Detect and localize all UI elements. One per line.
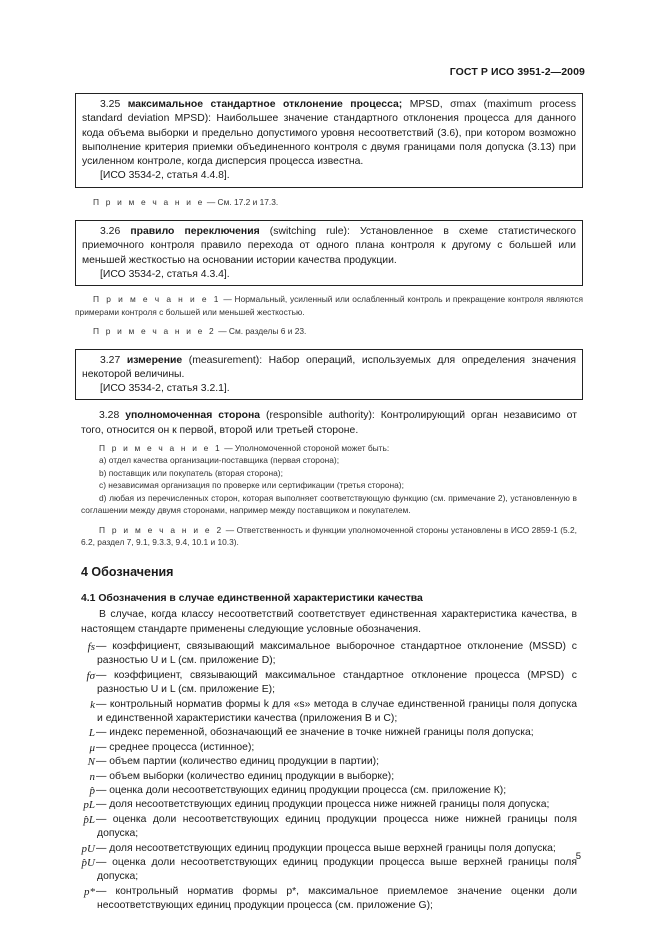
symbol-row [75, 885, 577, 914]
symbol-description: — среднее процесса (истинное); [96, 741, 255, 753]
symbol-row [75, 726, 577, 740]
definition-box-3-27 [75, 349, 583, 401]
symbol: μ [89, 741, 95, 754]
definition-term: измерение [126, 354, 183, 366]
definition-body: (measurement): Набор операций, используемых для определения значения некоторой величины. [82, 354, 576, 380]
definition-body: (responsible authority): Контролирующий орган независимо от того, относится он к первой, второй или третьей стороне. [81, 410, 577, 436]
symbol: pL [83, 799, 95, 812]
definition-text [82, 354, 576, 383]
note-text: — Ответственность и функции уполномоченной стороны установлены в ИСО 2859-1 (5.2, 6.2, раздел 7, 9.1, 9.3.3, 9.4, 10.1 и 10.3). [81, 524, 577, 547]
symbol-row [75, 813, 577, 842]
note-label: П р и м е ч а н и е 2 [93, 326, 216, 337]
symbol: L [88, 727, 95, 740]
definition-term: максимальное стандартное отклонение процесса; [127, 99, 403, 110]
definition-term: уполномоченная сторона [125, 410, 261, 422]
symbol-list [75, 640, 583, 914]
symbol: k [90, 698, 95, 711]
definition-number: 3.25 [100, 99, 121, 110]
symbol-row [75, 784, 577, 798]
note-list-item: d) любая из перечисленных сторон, которая выполняет соответствующую функцию (см. примечание 2), установленную в соглашении между двумя сторонами, например между поставщиком и покупателем. [81, 492, 577, 516]
symbol-description: — доля несоответствующих единиц продукции процесса выше верхней границы поля допуска; [96, 842, 556, 854]
symbol-row [75, 770, 577, 784]
symbol-row [75, 755, 577, 769]
note-label: П р и м е ч а н и е 2 [99, 524, 224, 535]
standard-header: ГОСТ Р ИСО 3951-2—2009 [449, 66, 585, 78]
symbol-row [75, 640, 577, 669]
note-text: — Нормальный, усиленный или ослабленный контроль и прекращение контроля являются примерами контроля с большей или меньшей жесткостью. [75, 294, 583, 317]
note-3-26-1 [75, 293, 583, 318]
note-3-26-2 [75, 325, 583, 337]
symbol: n [89, 770, 95, 783]
symbol-row [75, 856, 577, 885]
note-text: — См. 17.2 и 17.3. [204, 196, 279, 207]
symbol-description: — оценка доли несоответствующих единиц продукции процесса выше верхней границы поля допуска; [96, 857, 577, 883]
symbol-description: — доля несоответствующих единиц продукции процесса ниже нижней границы поля допуска; [96, 799, 550, 811]
note-text: — Уполномоченной стороной может быть: [221, 443, 390, 454]
symbol-description: — объем выборки (количество единиц продукции в выборке); [96, 770, 395, 782]
definition-text [82, 225, 576, 268]
page-number: 5 [575, 851, 581, 862]
definition-reference: [ИСО 3534-2, статья 4.3.4]. [100, 269, 230, 281]
definition-reference: [ИСО 3534-2, статья 3.2.1]. [100, 383, 230, 395]
definition-number: 3.27 [100, 354, 121, 366]
symbol-row [75, 741, 577, 755]
section-4-1-heading: 4.1 Обозначения в случае единственной характеристики качества [81, 593, 423, 605]
symbol: p̂L [83, 813, 95, 826]
symbol: fs [87, 640, 95, 653]
symbol-description: — оценка доли несоответствующих единиц продукции процесса (см. приложение К); [96, 784, 507, 796]
note-label: П р и м е ч а н и е 1 [99, 443, 222, 454]
symbol: p* [84, 885, 95, 898]
note-list-item: а) отдел качества организации-поставщика (первая сторона); [99, 455, 340, 466]
definition-term: правило переключения [130, 226, 260, 238]
symbol: p̂U [81, 857, 95, 870]
definition-box-3-25 [75, 93, 583, 188]
symbol-description: — контрольный норматив формы p*, максимальное приемлемое значение оценки доли несоответствующих единиц продукции процесса (см. приложение G); [96, 885, 577, 912]
symbol-description: — оценка доли несоответствующих единиц продукции процесса ниже нижней границы поля допуска; [96, 813, 577, 840]
symbol-description: — индекс переменной, обозначающий ее значение в точке нижней границы поля допуска; [96, 727, 534, 739]
symbol: pU [81, 842, 95, 855]
symbol-row [75, 669, 577, 698]
note-list-item: b) поставщик или покупатель (вторая сторона); [99, 467, 283, 478]
symbol-description: — контрольный норматив формы k для «s» метода в случае единственной границы поля допуска и единственной характеристики качества (приложения B и C); [96, 698, 577, 724]
note-label: П р и м е ч а н и е [93, 196, 205, 207]
definition-3-28 [75, 409, 583, 438]
page-content [75, 93, 583, 914]
note-3-25 [75, 196, 583, 208]
note-heading [81, 442, 577, 454]
definition-body: MPSD, σmax (maximum process standard deviation MPSD): Наибольшее значение стандартного отклонения процесса для данного кода объема выборки и предельно допустимого уровня несоответствий (3.6), при котором возможно выполнение критерия приемки объединенного контроля с двумя границами поля допуска (3.13) при усиленном контроле, когда дисперсия процесса известна. [82, 99, 577, 168]
note-3-28-2 [75, 524, 583, 549]
symbol-description: — коэффициент, связывающий максимальное стандартное отклонение процесса (MPSD) с разностью U и L (см. приложение E); [96, 669, 577, 696]
symbol-row [75, 698, 577, 727]
section-4-heading: 4 Обозначения [81, 565, 174, 580]
note-list-item: c) независимая организация по проверке или сертификации (третья сторона); [99, 480, 404, 491]
definition-body: (switching rule): Установленное в схеме статистического приемочного контроля правило перехода от одного плана контроля к другому с большей или меньшей жесткостью на основании истории качества продукции. [82, 226, 576, 266]
definition-number: 3.28 [99, 410, 120, 422]
note-text: — См. разделы 6 и 23. [215, 326, 307, 337]
symbol-description: — объем партии (количество единиц продукции в партии); [96, 756, 380, 768]
symbol: N [87, 756, 95, 769]
symbol: fσ [86, 669, 95, 682]
definition-box-3-26 [75, 220, 583, 286]
note-3-28-1 [75, 442, 583, 516]
symbol-description: — коэффициент, связывающий максимальное выборочное стандартное отклонение (MSSD) с разностью U и L (см. приложение D); [96, 640, 577, 667]
definition-number: 3.26 [100, 226, 121, 238]
definition-text [82, 98, 576, 169]
symbol-row [75, 842, 577, 856]
symbol: p̂ [89, 784, 95, 797]
symbol-row [75, 798, 577, 812]
note-label: П р и м е ч а н и е 1 [93, 294, 221, 305]
section-intro: В случае, когда классу несоответствий соответствует единственная характеристика качества, в настоящем стандарте применены следующие условные обозначения. [81, 609, 577, 635]
definition-reference: [ИСО 3534-2, статья 4.4.8]. [100, 170, 230, 182]
